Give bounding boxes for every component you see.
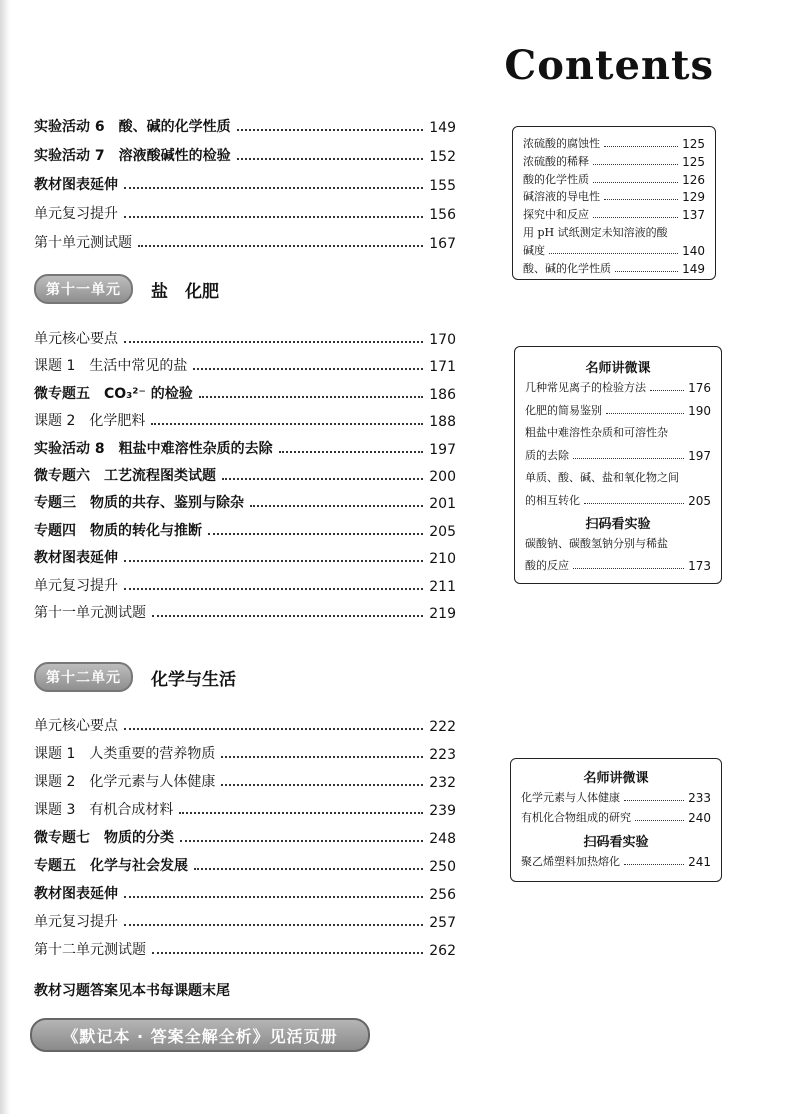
unit-12-entry-label: 单元复习提升 (34, 914, 118, 930)
unit-12-entry-label: 课题 2 化学元素与人体健康 (34, 774, 216, 790)
box-1-item-page: 129 (682, 190, 705, 205)
experiment-list-box-1 (512, 126, 716, 280)
unit-11-entry-page: 201 (429, 496, 456, 513)
box-2-lecture-item-page: 176 (688, 381, 711, 395)
box-2-scan-item-page: 173 (688, 559, 711, 573)
box-1-item-label: 探究中和反应 (523, 208, 589, 222)
box-2-lecture-item-label: 的相互转化 (525, 493, 580, 507)
box-2-heading-lecture: 名师讲微课 (585, 361, 651, 376)
dot-leader (124, 895, 423, 898)
unit-11-entry[interactable] (34, 488, 456, 512)
toc-entry-label: 单元复习提升 (34, 206, 118, 222)
unit-12-title: 化学与生活 (151, 669, 236, 690)
box-1-item[interactable] (523, 258, 705, 276)
toc-entry-page: 152 (429, 149, 456, 165)
unit-11-title: 盐 化肥 (151, 281, 219, 302)
unit-11-entry-label: 第十一单元测试题 (34, 605, 146, 621)
dot-leader (237, 157, 424, 160)
box-3-scan-item-page: 241 (688, 855, 711, 869)
box-2-lecture-item[interactable] (525, 377, 711, 395)
toc-entry-page: 155 (429, 178, 456, 194)
dot-leader (604, 146, 678, 147)
unit-11-entry-page: 186 (429, 386, 456, 403)
unit-12-entry-page: 232 (429, 775, 456, 791)
dot-leader (573, 568, 684, 569)
unit-12-entry-page: 222 (429, 719, 456, 735)
unit-11-entry-page: 170 (429, 332, 456, 348)
unit-12-entry[interactable] (34, 739, 456, 763)
unit-12-entry[interactable] (34, 879, 456, 903)
dot-leader (573, 458, 684, 459)
box-1-item-label: 浓硫酸的腐蚀性 (523, 137, 600, 150)
unit-12-entry-label: 第十二单元测试题 (34, 942, 146, 958)
dot-leader (124, 340, 423, 343)
box-1-item-page: 125 (682, 137, 705, 151)
dot-leader (593, 182, 678, 183)
unit-11-entry-label: 微专题五 CO₃²⁻ 的检验 (34, 385, 193, 402)
unit-12-entry-label: 课题 3 有机合成材料 (34, 802, 174, 818)
box-2-lecture-item-page: 205 (688, 493, 711, 508)
unit-11-entry[interactable] (34, 571, 456, 595)
dot-leader (152, 951, 423, 954)
unit-11-entry[interactable] (34, 351, 456, 375)
box-3-heading-lecture: 名师讲微课 (583, 771, 649, 786)
box-2-lecture-item-label: 粗盐中难溶性杂质和可溶性杂 (525, 426, 668, 439)
dot-leader (606, 413, 684, 414)
toc-entry[interactable] (34, 228, 456, 252)
dot-leader (604, 199, 678, 200)
dot-leader (180, 839, 423, 842)
dot-leader (138, 244, 423, 247)
toc-entry-label: 实验活动 6 酸、碱的化学性质 (34, 119, 231, 135)
unit-11-entry-page: 197 (429, 441, 456, 458)
unit-11-entry-page: 188 (429, 414, 456, 431)
unit-11-entry[interactable] (34, 434, 456, 458)
unit-11-entry-page: 171 (429, 359, 456, 376)
unit-12-entry[interactable] (34, 711, 456, 735)
unit-12-entry-label: 教材图表延伸 (34, 886, 118, 902)
box-1-item[interactable] (523, 169, 705, 187)
box-2-lecture-item[interactable] (525, 400, 711, 418)
dot-leader (615, 271, 678, 272)
box-2-lecture-item[interactable] (525, 467, 711, 485)
box-1-item[interactable] (523, 240, 705, 258)
box-1-item-label: 酸的化学性质 (523, 172, 589, 186)
unit-11-entry-page: 200 (429, 469, 456, 485)
unit-11-entry-label: 课题 2 化学肥料 (34, 413, 146, 430)
box-1-item[interactable] (523, 151, 705, 169)
dot-leader (593, 217, 678, 218)
dot-leader (208, 532, 423, 535)
unit-11-entry-label: 专题四 物质的转化与推断 (34, 522, 202, 539)
box-3-lecture-item-label: 化学元素与人体健康 (521, 791, 620, 804)
unit-11-entry[interactable] (34, 379, 456, 403)
box-1-item[interactable] (523, 204, 705, 222)
box-2-lecture-item-label: 化肥的简易鉴别 (525, 403, 602, 417)
box-3-lecture-item-label: 有机化合物组成的研究 (521, 811, 631, 824)
dot-leader (179, 811, 423, 814)
dot-leader (584, 503, 684, 504)
box-1-item-page: 126 (682, 172, 705, 187)
box-1-item-page: 140 (682, 243, 705, 258)
box-1-item-label: 碱度 (523, 243, 545, 257)
box-3-lecture-item-page: 240 (688, 811, 711, 825)
dot-leader (650, 390, 684, 391)
unit-11-entry[interactable] (34, 543, 456, 567)
micro-lesson-box-2 (514, 346, 722, 584)
box-2-heading-scan: 扫码看实验 (585, 517, 651, 532)
toc-entry-label: 第十单元测试题 (34, 235, 132, 251)
unit-11-entry-label: 微专题六 工艺流程图类试题 (34, 468, 216, 484)
dot-leader (124, 215, 423, 218)
box-2-scan-item[interactable] (525, 555, 711, 573)
box-1-item[interactable] (523, 222, 705, 240)
unit-11-entry[interactable] (34, 516, 456, 540)
dot-leader (193, 367, 423, 370)
dot-leader (152, 614, 423, 617)
unit-12-entry-page: 256 (429, 887, 456, 903)
toc-entry-page: 149 (429, 120, 456, 136)
box-2-scan-item[interactable] (525, 533, 711, 551)
unit-11-entry-page: 211 (429, 578, 456, 595)
answer-note: 教材习题答案见本书每课题末尾 (34, 983, 230, 999)
toc-entry[interactable] (34, 170, 456, 194)
toc-entry-label: 实验活动 7 溶液酸碱性的检验 (34, 148, 231, 164)
box-2-lecture-item-label: 质的去除 (525, 448, 569, 462)
dot-leader (237, 128, 424, 131)
unit-11-entry[interactable] (34, 461, 456, 485)
box-3-scan-item-label: 聚乙烯塑料加热熔化 (521, 855, 620, 868)
unit-12-entry-page: 250 (429, 859, 456, 875)
dot-leader (124, 727, 423, 730)
micro-lesson-box-3 (510, 758, 722, 882)
box-1-item-label: 碱溶液的导电性 (523, 190, 600, 204)
box-2-scan-item-label: 酸的反应 (525, 559, 569, 572)
dot-leader (124, 186, 423, 189)
unit-12-entry-page: 248 (429, 831, 456, 847)
dot-leader (221, 783, 423, 786)
box-3-scan-item[interactable] (521, 851, 711, 869)
dot-leader (151, 422, 423, 425)
box-1-item[interactable] (523, 133, 705, 151)
box-1-item-label: 酸、碱的化学性质 (523, 261, 611, 275)
box-2-lecture-item[interactable] (525, 490, 711, 508)
box-1-item-page: 125 (682, 154, 705, 169)
box-2-lecture-item-label: 单质、酸、碱、盐和氧化物之间 (525, 471, 679, 484)
box-2-scan-item-label: 碳酸钠、碳酸氢钠分别与稀盐 (525, 537, 668, 550)
box-3-lecture-item[interactable] (521, 787, 711, 805)
unit-11-badge: 第十一单元 (34, 274, 133, 304)
unit-12-header (34, 662, 236, 692)
dot-leader (624, 800, 684, 801)
dot-leader (221, 755, 423, 758)
dot-leader (593, 164, 678, 165)
unit-12-entry-page: 257 (429, 915, 456, 931)
dot-leader (199, 395, 424, 398)
unit-12-badge: 第十二单元 (34, 662, 133, 692)
supplement-banner: 《默记本 · 答案全解全析》见活页册 (30, 1018, 370, 1052)
box-3-lecture-item[interactable] (521, 807, 711, 825)
toc-entry-label: 教材图表延伸 (34, 177, 118, 193)
unit-11-entry-label: 单元复习提升 (34, 577, 118, 594)
box-3-lecture-item-page: 233 (688, 791, 711, 805)
unit-11-entry-page: 219 (429, 606, 456, 622)
box-2-lecture-item-page: 197 (688, 448, 711, 463)
box-1-item[interactable] (523, 186, 705, 204)
box-2-lecture-item[interactable] (525, 445, 711, 463)
dot-leader (279, 450, 424, 453)
dot-leader (250, 504, 423, 507)
page-title: Contents (504, 42, 714, 89)
box-3-heading-scan: 扫码看实验 (583, 835, 649, 850)
unit-11-entry-label: 单元核心要点 (34, 331, 118, 347)
unit-12-entry[interactable] (34, 907, 456, 931)
toc-entry[interactable] (34, 199, 456, 223)
unit-11-entry-label: 课题 1 生活中常见的盐 (34, 358, 188, 375)
box-1-item-label: 浓硫酸的稀释 (523, 154, 589, 168)
unit-11-header (34, 274, 219, 304)
box-1-item-page: 137 (682, 208, 705, 223)
unit-12-entry-label: 微专题七 物质的分类 (34, 830, 174, 846)
unit-12-entry-label: 课题 1 人类重要的营养物质 (34, 746, 216, 762)
box-1-item-page: 149 (682, 261, 705, 276)
dot-leader (222, 477, 423, 480)
unit-12-entry[interactable] (34, 795, 456, 819)
unit-12-entry[interactable] (34, 767, 456, 791)
dot-leader (194, 867, 423, 870)
toc-entry[interactable] (34, 112, 456, 136)
unit-11-entry-label: 实验活动 8 粗盐中难溶性杂质的去除 (34, 440, 273, 457)
unit-11-entry-label: 教材图表延伸 (34, 550, 118, 567)
page-edge-shadow (0, 0, 10, 1114)
unit-12-entry-label: 单元核心要点 (34, 718, 118, 734)
unit-11-entry[interactable] (34, 598, 456, 622)
unit-12-entry[interactable] (34, 935, 456, 959)
unit-11-entry[interactable] (34, 406, 456, 430)
unit-11-entry-page: 210 (429, 551, 456, 568)
box-2-lecture-item-page: 190 (688, 403, 711, 418)
dot-leader (124, 559, 423, 562)
toc-entry-page: 167 (429, 236, 456, 252)
unit-11-entry-page: 205 (429, 523, 456, 540)
box-2-lecture-item-label: 几种常见离子的检验方法 (525, 381, 646, 394)
unit-12-entry-page: 239 (429, 803, 456, 819)
unit-12-entry-page: 262 (429, 943, 456, 959)
dot-leader (549, 253, 678, 254)
box-2-lecture-item[interactable] (525, 422, 711, 440)
unit-12-entry-page: 223 (429, 747, 456, 763)
dot-leader (124, 587, 423, 590)
unit-11-entry[interactable] (34, 324, 456, 348)
unit-12-entry[interactable] (34, 851, 456, 875)
unit-12-entry[interactable] (34, 823, 456, 847)
box-1-item-label: 用 pH 试纸测定未知溶液的酸 (523, 226, 668, 239)
unit-11-entry-label: 专题三 物质的共存、鉴别与除杂 (34, 495, 244, 512)
dot-leader (635, 820, 684, 821)
unit-12-entry-label: 专题五 化学与社会发展 (34, 858, 188, 874)
toc-entry-page: 156 (429, 207, 456, 223)
toc-entry[interactable] (34, 141, 456, 165)
dot-leader (624, 864, 684, 865)
dot-leader (124, 923, 423, 926)
